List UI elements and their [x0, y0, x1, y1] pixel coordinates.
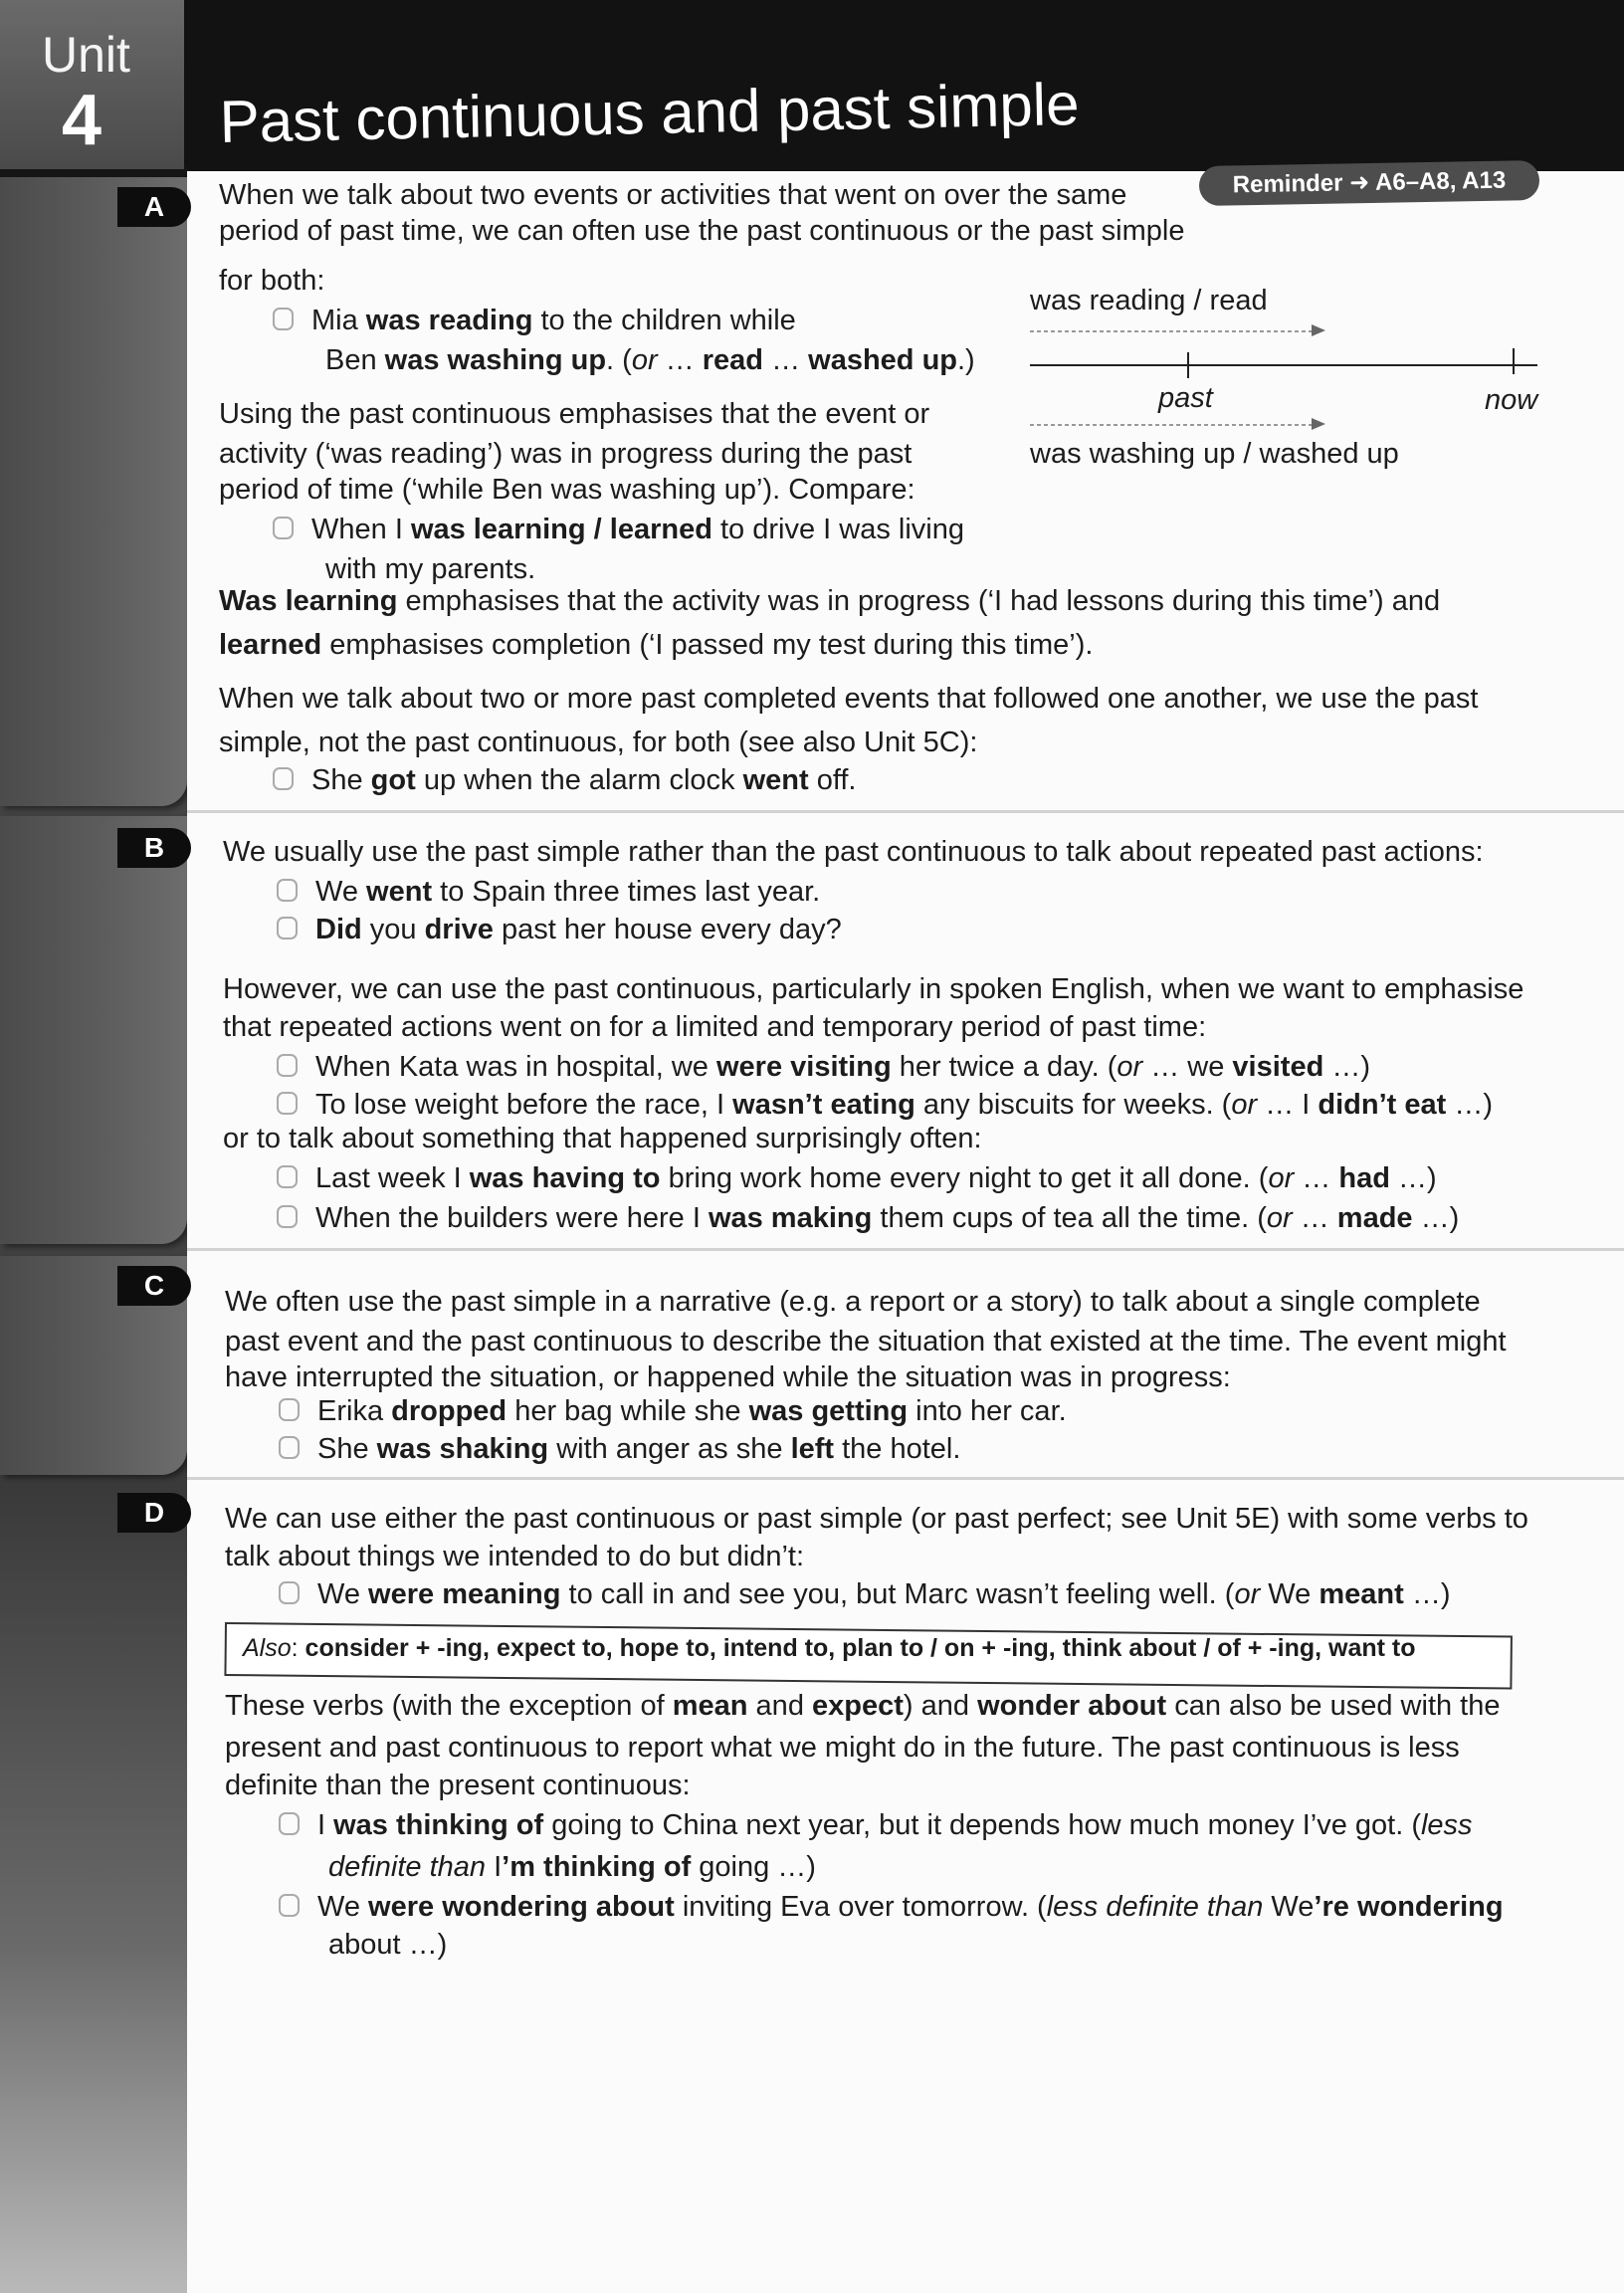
section-tab-a: A — [117, 187, 191, 227]
also-line: Also: consider + -ing, expect to, hope to, intend to, plan to / on + -ing, think about / of + -ing, want to — [243, 1634, 1416, 1662]
unit-badge — [0, 0, 184, 169]
a-para2-line-3: period of time (‘while Ben was washing up’). Compare: — [219, 474, 915, 506]
bullet-icon — [279, 1812, 300, 1835]
bullet-icon — [273, 517, 294, 539]
b-example-6: When the builders were here I was making them cups of tea all the time. (or … made …) — [277, 1200, 1459, 1236]
d-para-line-1: We can use either the past continuous or past simple (or past perfect; see Unit 5E) with some verbs to — [225, 1503, 1528, 1535]
d-example-3: We were wondering about inviting Eva over tomorrow. (less definite than We’re wondering — [279, 1889, 1504, 1925]
bullet-icon — [277, 1165, 298, 1188]
b-para1: We usually use the past simple rather than the past continuous to talk about repeated past actions: — [223, 836, 1484, 868]
a-example-1: Mia was reading to the children while — [273, 303, 796, 338]
bullet-icon — [279, 1398, 300, 1421]
a-example-3: She got up when the alarm clock went off. — [273, 762, 857, 798]
d-para-line-2: talk about things we intended to do but didn’t: — [225, 1541, 805, 1572]
d-example-2: I was thinking of going to China next year, but it depends how much money I’ve got. (less — [279, 1807, 1473, 1843]
a-para4-line-2: simple, not the past continuous, for both (see also Unit 5C): — [219, 727, 978, 758]
timeline-tick-now — [1513, 348, 1515, 374]
b-example-3: When Kata was in hospital, we were visiting her twice a day. (or … we visited …) — [277, 1049, 1370, 1085]
a-intro-line-3: for both: — [219, 265, 325, 297]
margin-block-a — [0, 169, 187, 806]
a-example-1-cont: Ben was washing up. (or … read … washed up.) — [325, 344, 975, 376]
a-para4-line-1: When we talk about two or more past completed events that followed one another, we use the past — [219, 683, 1479, 715]
timeline-now-label: now — [1485, 384, 1538, 416]
section-tab-b: B — [117, 828, 191, 868]
section-tab-d: D — [117, 1493, 191, 1533]
bullet-icon — [279, 1894, 300, 1917]
c-para-line-3: have interrupted the situation, or happened while the situation was in progress: — [225, 1361, 1231, 1393]
c-example-1: Erika dropped her bag while she was getting into her car. — [279, 1393, 1067, 1429]
bullet-icon — [273, 308, 294, 330]
a-para2-line-2: activity (‘was reading’) was in progress during the past — [219, 438, 913, 470]
unit-label: Unit — [42, 27, 130, 83]
bullet-icon — [277, 1205, 298, 1228]
c-para-line-1: We often use the past simple in a narrative (e.g. a report or a story) to talk about a single complete — [225, 1286, 1481, 1318]
reminder-badge[interactable]: Reminder ➜ A6–A8, A13 — [1199, 160, 1540, 206]
bullet-icon — [279, 1581, 300, 1604]
bullet-icon — [277, 1054, 298, 1077]
a-para3-line-1: Was learning emphasises that the activity was in progress (‘I had lessons during this time’) and — [219, 585, 1441, 617]
b-example-5: Last week I was having to bring work home every night to get it all done. (or … had …) — [277, 1160, 1437, 1196]
bullet-icon — [277, 879, 298, 902]
page-title: Past continuous and past simple — [219, 70, 1081, 155]
b-para2-line-2: that repeated actions went on for a limited and temporary period of past time: — [223, 1011, 1207, 1043]
b-para3: or to talk about something that happened surprisingly often: — [223, 1123, 982, 1154]
c-para-line-2: past event and the past continuous to describe the situation that existed at the time. The event might — [225, 1326, 1507, 1357]
margin-block-b — [0, 816, 187, 1244]
d-para2-line-2: present and past continuous to report what we might do in the future. The past continuous is less — [225, 1732, 1460, 1764]
d-example-1: We were meaning to call in and see you, but Marc wasn’t feeling well. (or We meant …) — [279, 1576, 1450, 1612]
a-intro-line-1: When we talk about two events or activities that went on over the same — [219, 179, 1127, 211]
d-para2-line-1: These verbs (with the exception of mean and expect) and wonder about can also be used with the — [225, 1690, 1501, 1722]
bullet-icon — [279, 1436, 300, 1459]
a-para2-line-1: Using the past continuous emphasises that the event or — [219, 398, 930, 430]
c-example-2: She was shaking with anger as she left the hotel. — [279, 1431, 960, 1467]
timeline-bottom-label: was washing up / washed up — [1030, 438, 1399, 470]
a-para3-line-2: learned emphasises completion (‘I passed my test during this time’). — [219, 629, 1094, 661]
arrowhead-icon — [1312, 418, 1325, 430]
a-intro-line-2: period of past time, we can often use the past continuous or the past simple — [219, 215, 1185, 247]
section-tab-c: C — [117, 1266, 191, 1306]
divider-ab — [187, 810, 1624, 813]
b-para2-line-1: However, we can use the past continuous, particularly in spoken English, when we want to emphasise — [223, 973, 1524, 1005]
divider-bc — [187, 1248, 1624, 1251]
b-example-4: To lose weight before the race, I wasn’t eating any biscuits for weeks. (or … I didn’t eat …) — [277, 1087, 1493, 1123]
timeline-arrow-top — [1030, 330, 1319, 332]
arrowhead-icon — [1312, 324, 1325, 336]
a-example-2-cont: with my parents. — [325, 553, 536, 585]
divider-cd — [187, 1477, 1624, 1480]
b-example-2: Did you drive past her house every day? — [277, 912, 842, 947]
bullet-icon — [277, 1092, 298, 1115]
timeline-past-label: past — [1158, 382, 1213, 414]
unit-number: 4 — [62, 81, 102, 160]
bullet-icon — [277, 917, 298, 939]
a-example-2: When I was learning / learned to drive I was living — [273, 512, 964, 547]
b-example-1: We went to Spain three times last year. — [277, 874, 820, 910]
timeline-arrow-bottom — [1030, 424, 1319, 426]
d-example-2-cont: definite than I’m thinking of going …) — [328, 1851, 816, 1883]
timeline-tick-past — [1187, 352, 1189, 378]
bullet-icon — [273, 767, 294, 790]
timeline-axis — [1030, 364, 1537, 366]
timeline-top-label: was reading / read — [1030, 285, 1268, 316]
d-example-3-cont: about …) — [328, 1929, 448, 1961]
d-para2-line-3: definite than the present continuous: — [225, 1770, 691, 1801]
